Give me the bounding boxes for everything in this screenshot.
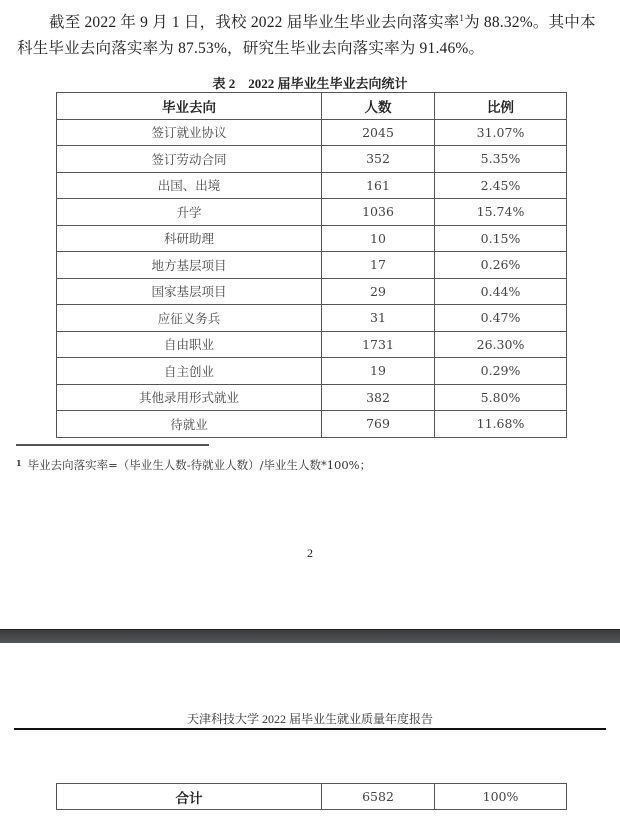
- document-page-2: [0, 643, 620, 816]
- graduation-destination-table: [56, 92, 567, 438]
- table-row: [57, 278, 567, 305]
- table-row: [57, 119, 567, 146]
- header-ratio: 比例: [435, 93, 567, 120]
- table-row: [57, 384, 567, 411]
- cell-ratio: 5.80%: [435, 384, 567, 411]
- table-row: [57, 225, 567, 252]
- table-row: [57, 305, 567, 332]
- cell-count: 161: [322, 172, 435, 199]
- table-row: [57, 199, 567, 226]
- table-row: [57, 411, 567, 438]
- table-row: [57, 146, 567, 173]
- cell-count: 2045: [322, 119, 435, 146]
- cell-destination: 应征义务兵: [57, 305, 322, 332]
- cell-ratio: 31.07%: [435, 119, 567, 146]
- cell-ratio: 15.74%: [435, 199, 567, 226]
- running-header: 天津科技大学 2022 届毕业生就业质量年度报告: [186, 712, 433, 726]
- cell-count: 352: [322, 146, 435, 173]
- cell-ratio: 26.30%: [435, 331, 567, 358]
- table-row: [57, 172, 567, 199]
- cell-destination: 升学: [57, 199, 322, 226]
- cell-destination: 出国、出境: [57, 172, 322, 199]
- total-label: 合计: [57, 784, 322, 810]
- total-ratio: 100%: [435, 784, 567, 810]
- cell-ratio: 2.45%: [435, 172, 567, 199]
- cell-destination: 科研助理: [57, 225, 322, 252]
- cell-count: 769: [322, 411, 435, 438]
- table-header-row: [57, 93, 567, 120]
- cell-destination: 签订劳动合同: [57, 146, 322, 173]
- cell-count: 1036: [322, 199, 435, 226]
- table-row: [57, 331, 567, 358]
- cell-count: 29: [322, 278, 435, 305]
- total-row: [57, 784, 567, 810]
- paragraph-text-2: 为 88.32%。其中本科生毕业去向落实率为 87.53%，研究生毕业去向落实率为 91.46%。: [17, 14, 596, 57]
- cell-destination: 待就业: [57, 411, 322, 438]
- cell-destination: 地方基层项目: [57, 252, 322, 279]
- summary-paragraph: [17, 5, 607, 62]
- cell-count: 19: [322, 358, 435, 385]
- footnote-text: 毕业去向落实率=（毕业生人数-待就业人数）/毕业生人数*100%；: [27, 458, 372, 472]
- cell-ratio: 0.44%: [435, 278, 567, 305]
- cell-ratio: 0.29%: [435, 358, 567, 385]
- header-rule: [14, 728, 606, 730]
- footnote: [16, 457, 371, 473]
- footnote-divider: [16, 444, 209, 446]
- table-caption: 表 2 2022 届毕业生毕业去向统计: [212, 76, 408, 91]
- cell-destination: 其他录用形式就业: [57, 384, 322, 411]
- cell-destination: 国家基层项目: [57, 278, 322, 305]
- header-destination: 毕业去向: [57, 93, 322, 120]
- paragraph-text-1: 截至 2022 年 9 月 1 日，我校 2022 届毕业生毕业去向落实率: [49, 14, 460, 31]
- cell-count: 17: [322, 252, 435, 279]
- cell-ratio: 0.26%: [435, 252, 567, 279]
- cell-destination: 自由职业: [57, 331, 322, 358]
- total-count: 6582: [322, 784, 435, 810]
- footnote-marker: 1: [16, 458, 22, 468]
- table-row: [57, 252, 567, 279]
- cell-destination: 签订就业协议: [57, 119, 322, 146]
- cell-ratio: 11.68%: [435, 411, 567, 438]
- cell-count: 10: [322, 225, 435, 252]
- cell-destination: 自主创业: [57, 358, 322, 385]
- page-number: 2: [307, 546, 313, 560]
- cell-count: 31: [322, 305, 435, 332]
- cell-count: 382: [322, 384, 435, 411]
- header-count: 人数: [322, 93, 435, 120]
- cell-ratio: 0.47%: [435, 305, 567, 332]
- cell-ratio: 0.15%: [435, 225, 567, 252]
- table-row: [57, 358, 567, 385]
- cell-ratio: 5.35%: [435, 146, 567, 173]
- footnote-reference[interactable]: 1: [459, 13, 465, 23]
- cell-count: 1731: [322, 331, 435, 358]
- table-continuation: [56, 783, 567, 810]
